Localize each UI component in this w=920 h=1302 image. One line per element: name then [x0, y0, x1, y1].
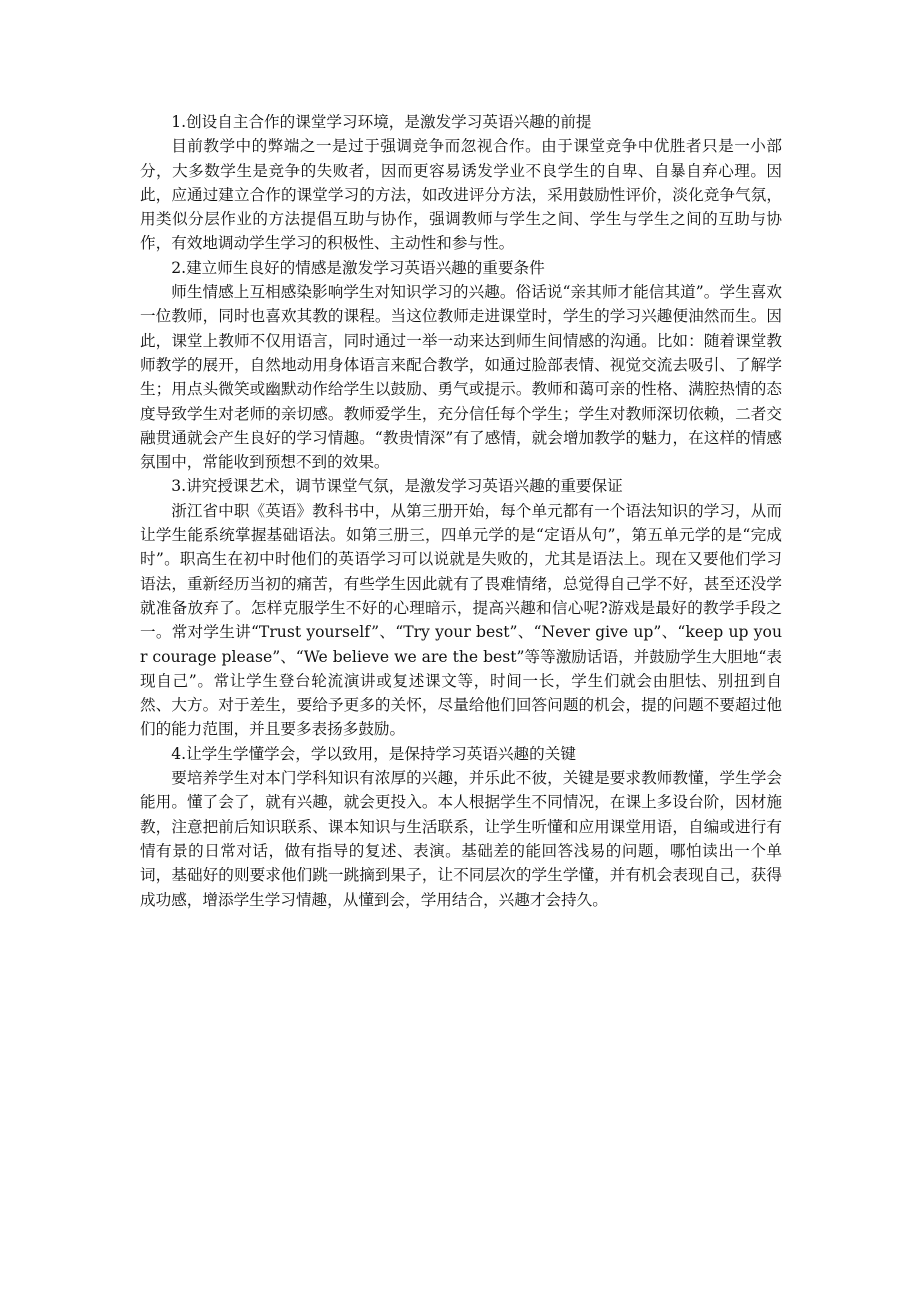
- section-4-heading: 4.让学生学懂学会，学以致用，是保持学习英语兴趣的关键: [171, 744, 576, 763]
- section-3-heading: 3.讲究授课艺术，调节课堂气氛，是激发学习英语兴趣的重要保证: [171, 477, 623, 496]
- section-1-heading: 1.创设自主合作的课堂学习环境，是激发学习英语兴趣的前提: [171, 113, 592, 131]
- document-page: [140, 110, 782, 912]
- section-4-body: 要培养学生对本门学科知识有浓厚的兴趣，并乐此不彼，关键是要求教师教懂，学生学会能用。懂了会了，就有兴趣，就会更投入。本人根据学生不同情况，在课上多设台阶，因材施教，注意把前后知识联系、课本知识与生活联系，让学生听懂和应用课堂用语，自编或进行有情有景的日常对话，做有指导的复述、表演。基础差的能回答浅易的问题，哪怕读出一个单词，基础好的则要求他们跳一跳摘到果子，让不同层次的学生学懂，并有机会表现自己，获得成功感，增添学生学习情趣，从懂到会，学用结合，兴趣才会持久。: [140, 769, 782, 909]
- section-3-body: 浙江省中职《英语》教科书中，从第三册开始，每个单元都有一个语法知识的学习，从而让学生能系统掌握基础语法。如第三册三，四单元学的是“定语从句”，第五单元学的是“完成时”。职高生在初中时他们的英语学习可以说就是失败的，尤其是语法上。现在又要他们学习语法，重新经历当初的痛苦，有些学生因此就有了畏难情绪，总觉得自己学不好，甚至还没学就准备放弃了。怎样克服学生不好的心理暗示，提高兴趣和信心呢?游戏是最好的教学手段之一。常对学生讲“Trust yourself”、“Try your best”、“Never give up”、“keep up your courage please”、“We believe we are the best”等等激励话语，并鼓励学生大胆地“表现自己”。常让学生登台轮流演讲或复述课文等，时间一长，学生们就会由胆怯、别扭到自然、大方。对于差生，要给予更多的关怀，尽量给他们回答问题的机会，提的问题不要超过他们的能力范围，并且要多表扬多鼓励。: [140, 501, 782, 739]
- section-1-body: 目前教学中的弊端之一是过于强调竞争而忽视合作。由于课堂竞争中优胜者只是一小部分，大多数学生是竞争的失败者，因而更容易诱发学业不良学生的自卑、自暴自弃心理。因此，应通过建立合作的课堂学习的方法，如改进评分方法，采用鼓励性评价，淡化竞争气氛，用类似分层作业的方法提倡互助与协作，强调教师与学生之间、学生与学生之间的互助与协作，有效地调动学生学习的积极性、主动性和参与性。: [140, 137, 782, 253]
- section-2-heading: 2.建立师生良好的情感是激发学习英语兴趣的重要条件: [171, 258, 545, 277]
- section-2-body: 师生情感上互相感染影响学生对知识学习的兴趣。俗话说“亲其师才能信其道”。学生喜欢一位教师，同时也喜欢其教的课程。当这位教师走进课堂时，学生的学习兴趣便油然而生。因此，课堂上教师不仅用语言，同时通过一举一动来达到师生间情感的沟通。比如：随着课堂教师教学的展开，自然地动用身体语言来配合教学，如通过脸部表情、视觉交流去吸引、了解学生；用点头微笑或幽默动作给学生以鼓励、勇气或提示。教师和蔼可亲的性格、满腔热情的态度导致学生对老师的亲切感。教师爱学生，充分信任每个学生；学生对教师深切依赖，二者交融贯通就会产生良好的学习情趣。“教贵情深”有了感情，就会增加教学的魅力，在这样的情感氛围中，常能收到预想不到的效果。: [140, 283, 782, 472]
